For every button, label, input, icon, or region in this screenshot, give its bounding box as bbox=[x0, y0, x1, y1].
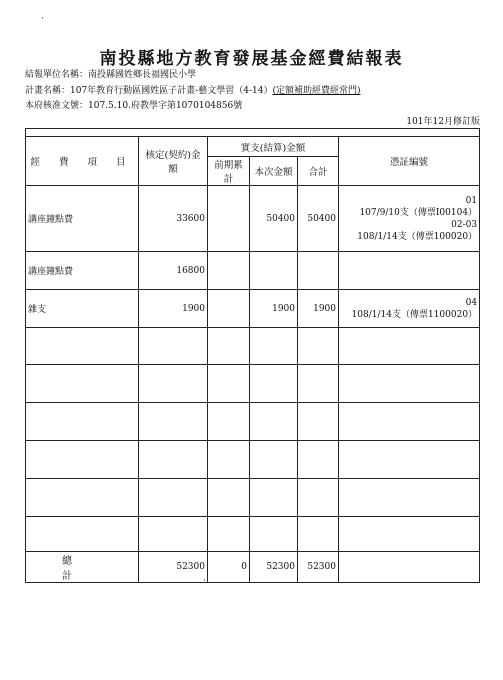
row-sum: 50400 bbox=[298, 186, 339, 252]
row-prev bbox=[208, 252, 250, 290]
voucher-line: 108/1/14支（傳票100020） bbox=[357, 231, 478, 242]
row-prev bbox=[208, 290, 250, 328]
approval-number: 本府核准文號：107.5.10.府教學字第1070104856號 bbox=[25, 101, 243, 111]
voucher-line: 107/9/10支（傳票I00104） bbox=[359, 207, 478, 218]
header-actual: 實支(結算)金額 bbox=[208, 137, 339, 157]
row-approved: 1900 bbox=[139, 290, 208, 328]
revision-row bbox=[26, 129, 480, 137]
row-voucher bbox=[339, 290, 480, 328]
row-current: 1900 bbox=[250, 290, 298, 328]
total-row bbox=[26, 552, 480, 583]
table-row bbox=[26, 186, 480, 252]
header-sum: 合計 bbox=[298, 157, 339, 186]
row-sum bbox=[298, 252, 339, 290]
plan-name bbox=[25, 83, 360, 96]
row-prev bbox=[208, 186, 250, 252]
row-sum: 1900 bbox=[298, 290, 339, 328]
total-label: 總 計 bbox=[26, 552, 139, 583]
total-current: 52300 bbox=[250, 552, 298, 583]
row-voucher bbox=[339, 252, 480, 290]
scan-speck: · bbox=[203, 576, 206, 586]
table-row-empty bbox=[26, 403, 480, 441]
table-row-empty bbox=[26, 517, 480, 552]
row-current: 50400 bbox=[250, 186, 298, 252]
report-title: 南投縣地方教育發展基金經費結報表 bbox=[99, 49, 404, 69]
total-sum: 52300 bbox=[298, 552, 339, 583]
voucher-line: 108/1/14支（傳票1100020） bbox=[351, 309, 478, 320]
voucher-line: 04 bbox=[465, 297, 478, 308]
total-approved: 52300 bbox=[139, 552, 208, 583]
row-current bbox=[250, 252, 298, 290]
revision-note: 101年12月修訂版 bbox=[406, 117, 480, 127]
row-voucher bbox=[339, 186, 480, 252]
total-prev: 0 bbox=[208, 552, 250, 583]
row-item: 講座鐘點費 bbox=[26, 186, 139, 252]
header-current: 本次金額 bbox=[250, 157, 298, 186]
plan-name-text: 計畫名稱：107年教育行動區國姓區子計畫-藝文學習（4-14） bbox=[25, 86, 273, 96]
table-row bbox=[26, 290, 480, 328]
header-voucher: 憑証編號 bbox=[339, 137, 480, 186]
scan-speck: · bbox=[41, 14, 44, 24]
plan-category-link: (定額補助經費經常門) bbox=[272, 86, 361, 96]
header-item: 經 費 項 目 bbox=[26, 137, 139, 186]
voucher-line: 02-03 bbox=[451, 219, 478, 230]
table-row-empty bbox=[26, 479, 480, 517]
expense-report-table bbox=[25, 128, 480, 583]
header-prev: 前期累計 bbox=[208, 157, 250, 186]
table-row-empty bbox=[26, 328, 480, 365]
row-item: 雜支 bbox=[26, 290, 139, 328]
row-item: 講座鐘點費 bbox=[26, 252, 139, 290]
table-row bbox=[26, 252, 480, 290]
row-approved: 33600 bbox=[139, 186, 208, 252]
total-voucher bbox=[339, 552, 480, 583]
voucher-line: 01 bbox=[465, 195, 478, 206]
unit-name: 結報單位名稱：南投縣國姓鄉長福國民小學 bbox=[25, 70, 197, 80]
header-approved: 核定(契約)金額 bbox=[139, 137, 208, 186]
table-row-empty bbox=[26, 365, 480, 403]
table-row-empty bbox=[26, 441, 480, 479]
row-approved: 16800 bbox=[139, 252, 208, 290]
